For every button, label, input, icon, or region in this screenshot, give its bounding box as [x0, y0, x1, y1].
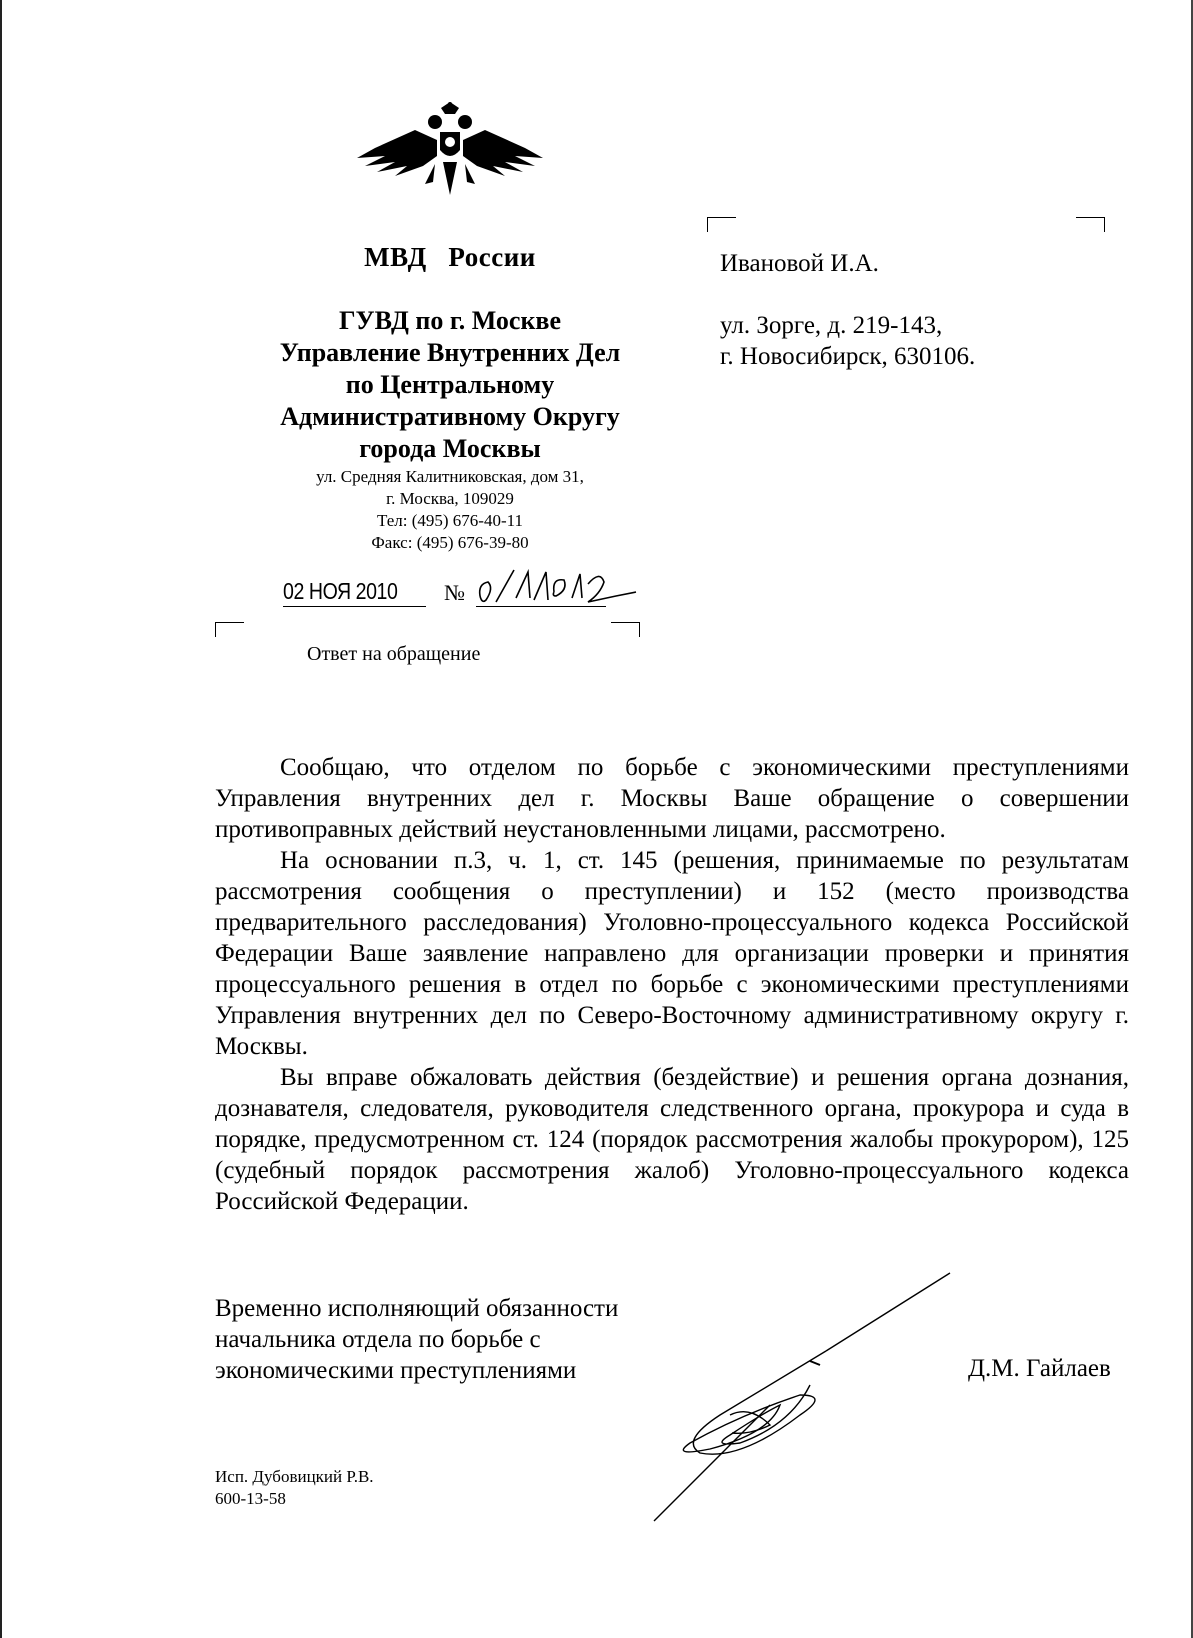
- organization-name: [240, 305, 660, 465]
- recipient-address-line: ул. Зорге, д. 219-143,: [720, 312, 943, 339]
- executor-phone: 600-13-58: [215, 1489, 286, 1508]
- signer-position-line: экономическими преступлениями: [215, 1357, 577, 1384]
- body-paragraph: Сообщаю, что отделом по борьбе с экономическими преступлениями Управления внутренних дел г. Москвы Ваше обращение о совершении противоправных действий неустановленными лицами, рассмотрено.: [215, 754, 1129, 843]
- recipient-address: [720, 310, 975, 372]
- letter-body: [215, 752, 1129, 1217]
- address-line: Факс: (495) 676-39-80: [371, 533, 529, 552]
- address-line: г. Москва, 109029: [386, 489, 514, 508]
- recipient-name: Ивановой И.А.: [720, 250, 879, 277]
- org-line: Управление Внутренних Дел: [279, 338, 621, 367]
- signer-position: [215, 1293, 618, 1386]
- recipient-address-line: г. Новосибирск, 630106.: [720, 343, 976, 370]
- recipient-corner-mark: [707, 217, 736, 232]
- mvd-emblem-icon: [355, 100, 545, 210]
- signer-position-line: Временно исполняющий обязанности: [215, 1295, 619, 1322]
- signer-name: Д.М. Гайлаев: [968, 1355, 1111, 1382]
- scan-edge-left: [0, 0, 2, 1638]
- ministry-title: МВД России: [364, 242, 536, 272]
- letter-subject: Ответ на обращение: [307, 643, 481, 665]
- body-paragraph: На основании п.3, ч. 1, ст. 145 (решения, принимаемые по результатам рассмотрения сообщения о преступлении) и 152 (место производства предварительного расследования) Уголовно-процессуального кодекса Российской Федерации Ваше заявление направлено для организации проверки и принятия процессуального решения в отдел по борьбе с экономическими преступлениями Управления внутренних дел по Северо-Восточному административному округу г. Москвы.: [215, 847, 1129, 1060]
- recipient-corner-mark: [1076, 217, 1105, 232]
- org-line: по Центральному: [345, 370, 555, 399]
- handwritten-number: [476, 562, 646, 612]
- org-line: ГУВД по г. Москве: [338, 306, 561, 335]
- signer-position-line: начальника отдела по борьбе с: [215, 1326, 541, 1353]
- address-line: ул. Средняя Калитниковская, дом 31,: [316, 467, 584, 486]
- body-paragraph: Вы вправе обжаловать действия (бездействие) и решения органа дознания, дознавателя, следователя, руководителя следственного органа, прокурора и суда в порядке, предусмотренном ст. 124 (порядок рассмотрения жалобы прокурором), 125 (судебный порядок рассмотрения жалоб) Уголовно-процессуального кодекса Российской Федерации.: [215, 1064, 1129, 1215]
- address-line: Тел: (495) 676-40-11: [376, 511, 523, 530]
- executor-name: Исп. Дубовицкий Р.В.: [215, 1467, 374, 1486]
- executor-info: [215, 1466, 374, 1510]
- handwritten-signature: [650, 1265, 960, 1525]
- subject-corner-mark: [215, 622, 244, 637]
- date-stamp: 02 НОЯ 2010: [283, 578, 398, 604]
- org-line: города Москвы: [359, 434, 541, 463]
- org-line: Административному Округу: [280, 402, 620, 431]
- subject-corner-mark: [611, 622, 640, 637]
- number-sign: №: [444, 580, 465, 605]
- organization-address: [240, 466, 660, 554]
- date-underline: [283, 606, 426, 607]
